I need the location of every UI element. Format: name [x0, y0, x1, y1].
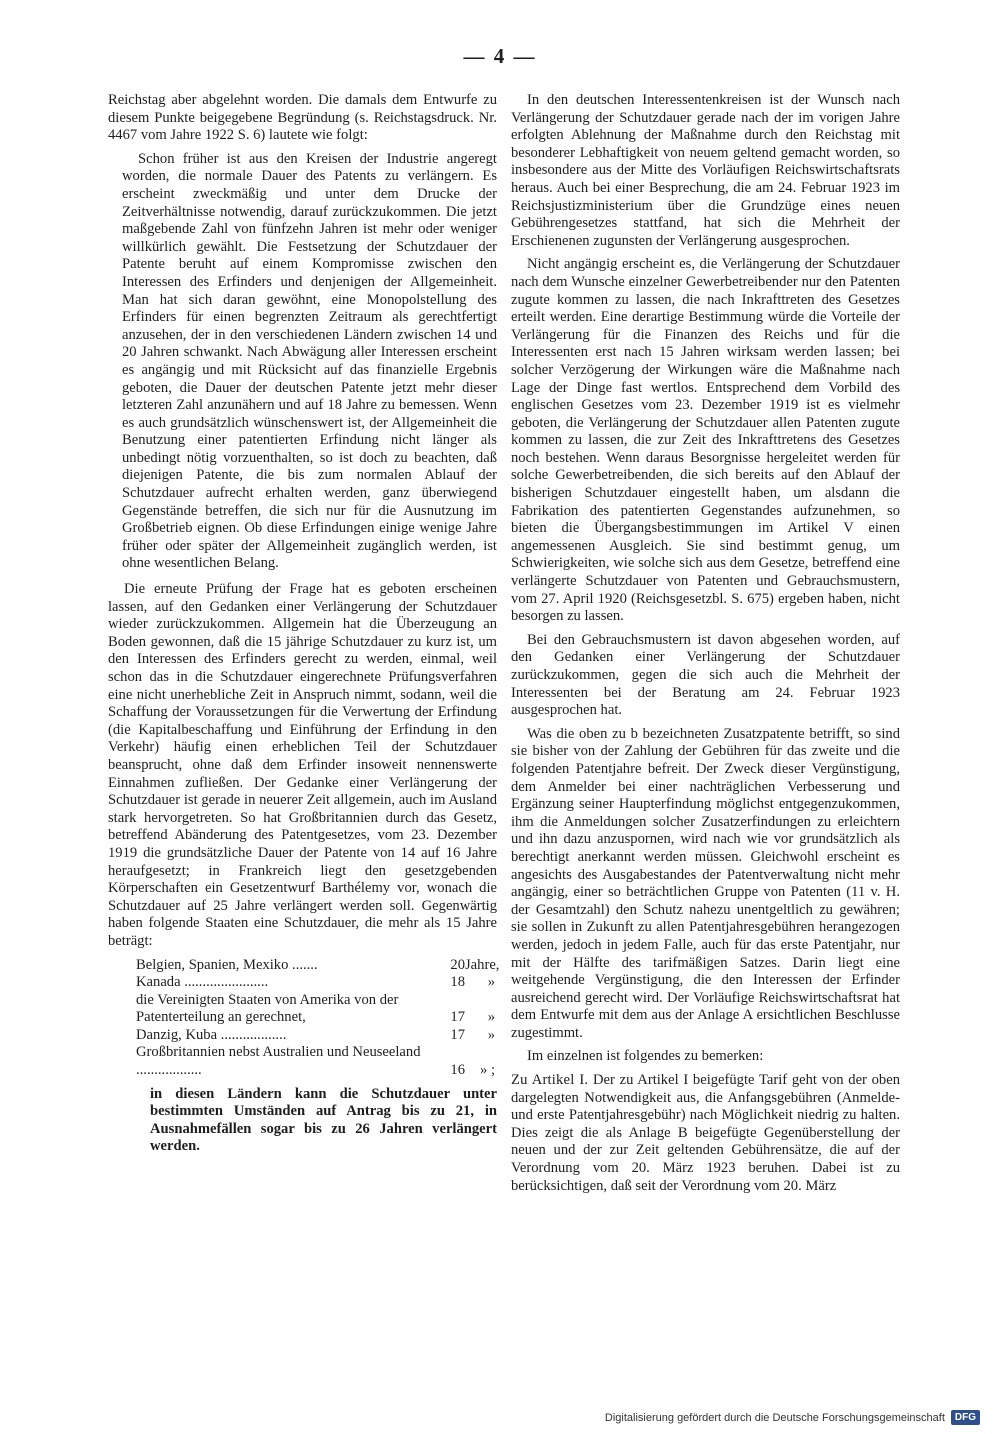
duration-unit: »	[487, 1026, 495, 1043]
right-column	[511, 92, 900, 1201]
duration-years: 17	[450, 1009, 465, 1026]
digitization-credit	[605, 1410, 980, 1425]
country-name: Großbritannien nebst Australien und Neuseeland ..................	[136, 1044, 421, 1079]
renewed-examination-paragraph: Die erneute Prüfung der Frage hat es geboten erscheinen lassen, auf den Gedanken einer Verlängerung der Schutzdauer wieder zurückzukommen. Allgemein hat die Überzeugung an Boden gewonnen, daß die 15 jährige Schutzdauer zu kurz ist, um den Interessen des Erfinders gerecht zu werden, einmal, weil schon das in die Schutzdauer eingerechnete Prüfungsverfahren eine nicht unerhebliche Zeit in Anspruch nimmt, sodann, weil die Schaffung der Voraussetzungen für die Verwertung der Erfindung (die Kapitalbeschaffung und Einführung der Erfindung in den Verkehr) häufig einen erheblichen Teil der Schutzdauer beansprucht, ohne daß dem Erfinder insoweit nennenswerte Einnahmen zufließen. Der Gedanke einer Verlängerung der Schutzdauer ist gerade in neuerer Zeit allgemein, auch im Ausland stark hervorgetreten. So hat Großbritannien durch das Gesetz, betreffend Abänderung des Patentgesetzes, vom 23. Dezember 1919 die grundsätzliche Dauer der Patente von 14 auf 16 Jahre heraufgesetzt; in Frankreich liegt den gesetzgebenden Körperschaften ein Gesetzentwurf Barthélemy vor, wonach die Schutzdauer auf 25 Jahre verlängert werden soll. Gegenwärtig haben folgende Staaten eine Schutzdauer, die mehr als 15 Jahre beträgt:	[108, 581, 497, 949]
credit-text: Digitalisierung gefördert durch die Deutsche Forschungsgemeinschaft	[604, 1411, 945, 1424]
page-number: — 4 —	[463, 44, 537, 68]
list-item	[136, 956, 500, 975]
article-one-text: Der zu Artikel I beigefügte Tarif geht von der oben dargelegten Notwendigkeit aus, die Anfangsgebühren (Anmelde- und erste Patentjahresgebühr) nach Möglichkeit niedrig zu halten. Dies zeigt die als Anlage B beigefügte Gegenüberstellung der neuen und der zur Zeit geltenden Gebührensätze, die auf der Verordnung vom 20. März 1923 beruhen. Dabei ist zu berücksichtigen, daß seit der Verordnung vom 20. März	[511, 1072, 900, 1194]
duration-unit: Jahre,	[465, 956, 500, 973]
left-column	[108, 92, 500, 1156]
country-name: Danzig, Kuba ..................	[136, 1026, 287, 1043]
country-name: Belgien, Spanien, Mexiko .......	[136, 956, 318, 973]
transition-paragraph: Nicht angängig erscheint es, die Verlängerung der Schutzdauer nach dem Wunsche einzelner Gewerbetreibender nur den Patenten zugute kommen zu lassen, die nach Inkrafttreten des Gesetzes erteilt werden. Eine derartige Bestimmung würde die Vorteile der Verlängerung für die Finanzen des Reichs und für die Interessenten erst nach 15 Jahren wirksam werden lassen; bei solcher Verzögerung der Wirkungen wäre die Maßnahme nach Lage der Dinge fast wertlos. Entsprechend dem Vorbild des englischen Gesetzes vom 23. Dezember 1919 ist es vielmehr geboten, die Verlängerung der Schutzdauer allen Patenten zugute kommen zu lassen, die zur Zeit des Inkrafttretens des Gesetzes noch bestehen. Wenn daraus Besorgnisse hergeleitet werden für solche Gewerbetreibenden, die sich bereits auf den Ablauf der bisherigen Schutzdauer eingestellt haben, um alsdann die Fabrikation des patentierten Gegenstandes aufzunehmen, so bieten die Übergangsbestimmungen im Artikel V einen angemessenen Ausgleich. Sie sind bestimmt genug, um Schwierigkeiten, wie solche sich aus dem Gesetze, betreffend eine verlängerte Schutzdauer von Patenten und Gebrauchsmustern, vom 27. April 1920 (Reichsgesetzbl. S. 675) ergeben haben, nicht besorgen zu lassen.	[511, 256, 900, 625]
list-item	[136, 974, 497, 992]
article-one-paragraph	[511, 1072, 900, 1195]
list-item	[136, 1027, 497, 1045]
country-duration-list	[136, 956, 500, 1080]
quoted-justification	[122, 151, 497, 573]
country-name: die Vereinigten Staaten von Amerika von der Patenterteilung an gerechnet,	[136, 991, 399, 1026]
utility-models-paragraph: Bei den Gebrauchsmustern ist davon abgesehen worden, auf den Gedanken einer Verlängerung der Schutzdauer zurückzukommen, gegen die sich auch die Mehrheit der Interessenten bei der Beratung am 24. Februar 1923 ausgesprochen hat.	[511, 631, 900, 719]
duration-years: 17	[450, 1026, 465, 1043]
list-item	[136, 992, 497, 1027]
article-one-heading: Zu Artikel I.	[511, 1072, 589, 1089]
duration-years: 16	[450, 1062, 465, 1079]
quote-paragraph: Schon früher ist aus den Kreisen der Industrie angeregt worden, die normale Dauer des Patents zu verlängern. Es erscheint zweckmäßig und unter dem Drucke der Zeitverhältnisse notwendig, darauf zurückzukommen. Die jetzt maßgebende Zahl von fünfzehn Jahren ist mehr oder weniger willkürlich gewählt. Die Festsetzung der Schutzdauer der Patente beruht auf einem Kompromisse zwischen den Interessen des Erfinders und denjenigen der Allgemeinheit. Man hat sich daran gewöhnt, eine Monopolstellung des Erfinders für einen begrenzten Zeitraum als gerechtfertigt anzusehen, der in den verschiedenen Ländern zwischen 14 und 20 Jahren schwankt. Nach Abwägung aller Interessen erscheint es angängig und mit Rücksicht auf das finanzielle Ergebnis geboten, die Dauer der deutschen Patente jetzt mehr dieser letzteren Zahl anzunähern und auf 18 Jahre zu bemessen. Wenn es auch grundsätzlich wünschenswert ist, der Allgemeinheit die Benutzung einer patentierten Erfindung nicht länger als unbedingt nötig vorzuenthalten, so ist doch zu beachten, daß diejenigen Patente, die bis zum normalen Ablauf der Schutzdauer aufrecht erhalten werden, ganz überwiegend Gegenstände betreffen, die sich nur für die Ausnutzung im Großbetrieb eignen. Ob diese Erfindungen einige wenige Jahre früher oder später der Allgemeinheit zugänglich werden, ist ohne wesentlichen Belang.	[122, 150, 497, 572]
duration-unit: » ;	[480, 1062, 495, 1079]
interest-groups-paragraph: In den deutschen Interessentenkreisen ist der Wunsch nach Verlängerung der Schutzdauer gerade nach der im vorigen Jahre erfolgten Ablehnung der Maßnahme durch den Reichstag mit besonderer Lebhaftigkeit von neuem geltend gemacht worden, so insbesondere aus der Mitte des Vorläufigen Reichswirtschaftsrats heraus. Auch bei einer Besprechung, die am 24. Februar 1923 im Reichsjustizministerium über die Grundzüge eines neuen Gebührengesetzes stattfand, hat sich die Mehrheit der Erschienenen zugunsten der Verlängerung ausgesprochen.	[511, 92, 900, 249]
duration-unit: »	[487, 974, 495, 991]
details-intro-paragraph: Im einzelnen ist folgendes zu bemerken:	[527, 1048, 764, 1065]
additional-patents-paragraph: Was die oben zu b bezeichneten Zusatzpatente betrifft, so sind sie bisher von der Zahlung der Gebühren für das zweite und die folgenden Patentjahre befreit. Der Zweck dieser Vergünstigung, dem Anmelder bei einer nachträglichen Verbesserung und Ergänzung seiner Haupterfindung möglichst entgegenzukommen, ihm die Anmeldungen solcher Zusatzerfindungen zu erleichtern und ihn dazu anzuspornen, wird nach wie vor grundsätzlich als berechtigt anerkannt werden müssen. Gleichwohl erscheint es angesichts des Ausgabestandes der Patentverwaltung nicht mehr angängig, einer so beträchtlichen Gruppe von Patenten (11 v. H. der Gesamtzahl) den Schutz nahezu unentgeltlich zu gewähren; sie sollen in Zukunft zu allen Patentjahresgebühren herangezogen werden, jedoch in jedem Falle, auch für das erste Patentjahr, nur mit der Hälfte des tarifmäßigen Satzes. Darin liegt eine weitgehende Vergünstigung, die den Interessen der Erfinder ausreichend gerecht wird. Der Vorläufige Reichswirtschaftsrat hat dem Entwurfe mit dem aus der Anlage A ersichtlichen Beschlusse zugestimmt.	[511, 725, 900, 1041]
duration-unit: »	[487, 1009, 495, 1026]
extension-note: in diesen Ländern kann die Schutzdauer unter bestimmten Umständen auf Antrag bis zu 21, in Ausnahmefällen sogar bis zu 26 Jahren verlängert werden.	[150, 1085, 497, 1155]
duration-years: 20	[450, 956, 465, 973]
list-item	[136, 1044, 497, 1079]
country-name: Kanada .......................	[136, 974, 269, 991]
intro-paragraph: Reichstag aber abgelehnt worden. Die damals dem Entwurfe zu diesem Punkte beigegebene Begründung (s. Reichstagsdruck. Nr. 4467 vom Jahre 1922 S. 6) lautete wie folgt:	[108, 92, 497, 144]
dfg-logo-icon: DFG	[951, 1410, 980, 1425]
duration-years: 18	[450, 974, 465, 991]
